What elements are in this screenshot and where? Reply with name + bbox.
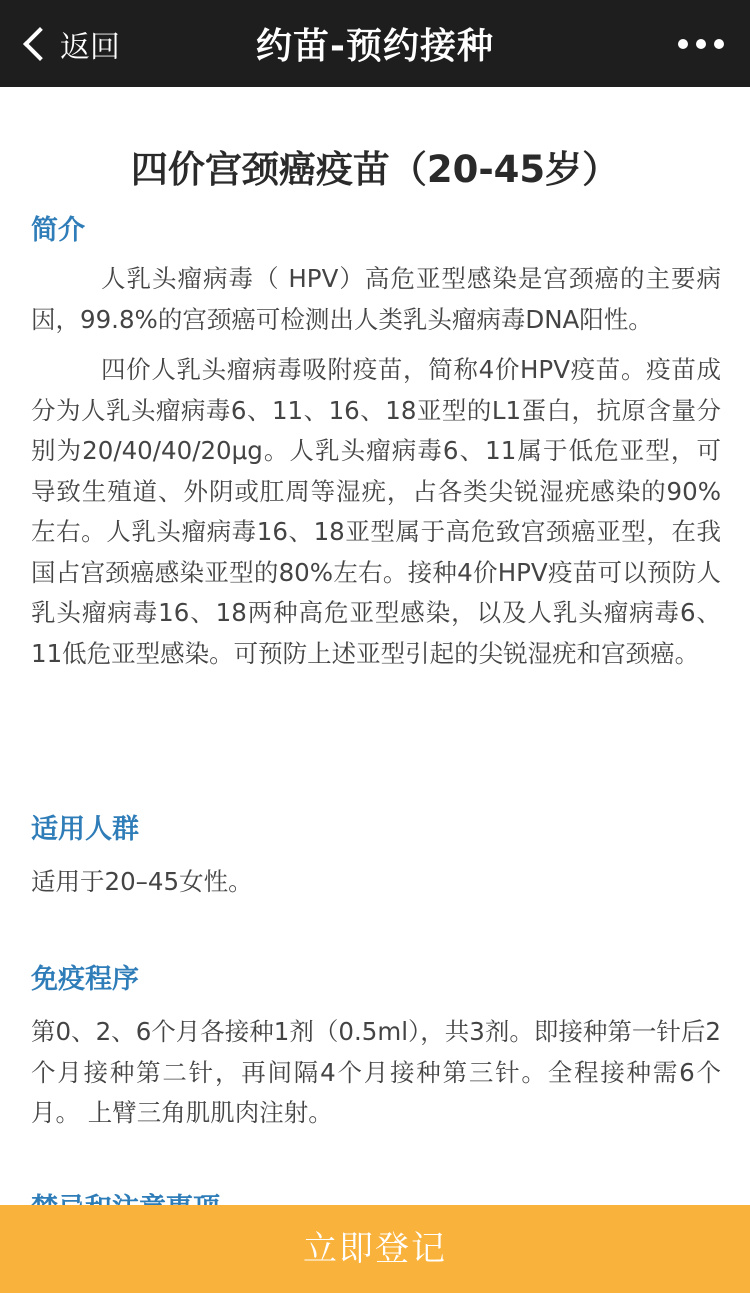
register-button[interactable]: 立即登记: [0, 1205, 750, 1293]
intro-section: [31, 211, 721, 674]
nav-title: 约苗-预约接种: [256, 26, 494, 67]
scroll-content[interactable]: [0, 87, 750, 1205]
navigation-bar: [0, 0, 750, 87]
dot: [696, 39, 706, 49]
intro-heading: 简介: [31, 215, 85, 246]
target-heading: 适用人群: [31, 814, 139, 845]
dot: [678, 39, 688, 49]
target-text: 适用于20–45女性。: [31, 867, 253, 896]
schedule-text: 第0、2、6个月各接种1剂（0.5ml），共3剂。即接种第一针后2个月接种第二针，再间隔4个月接种第三针。全程接种需6个月。 上臂三角肌肌肉注射。: [31, 1017, 721, 1127]
intro-paragraph-1: 人乳头瘤病毒（ HPV）高危亚型感染是宫颈癌的主要病因，99.8%的宫颈癌可检测出人类乳头瘤病毒DNA阳性。: [31, 264, 721, 334]
page-title: 四价宫颈癌疫苗（20-45岁）: [130, 148, 620, 191]
schedule-section: [31, 960, 721, 1134]
more-dots-icon[interactable]: [678, 34, 724, 54]
schedule-heading: 免疫程序: [31, 964, 139, 995]
back-label: 返回: [60, 30, 120, 65]
intro-paragraph-2: 四价人乳头瘤病毒吸附疫苗，简称4价HPV疫苗。疫苗成分为人乳头瘤病毒6、11、16、18亚型的L1蛋白，抗原含量分别为20/40/40/20μg。人乳头瘤病毒6、11属于低危亚型，可导致生殖道、外阴或肛周等湿疣，占各类尖锐湿疣感染的90%左右。人乳头瘤病毒16、18亚型属于高危致宫颈癌亚型，在我国占宫颈癌感染亚型的80%左右。接种4价HPV疫苗可以预防人乳头瘤病毒16、18两种高危亚型感染，以及人乳头瘤病毒6、11低危亚型感染。可预防上述亚型引起的尖锐湿疣和宫颈癌。: [31, 355, 721, 668]
dot: [714, 39, 724, 49]
target-section: [31, 810, 721, 903]
